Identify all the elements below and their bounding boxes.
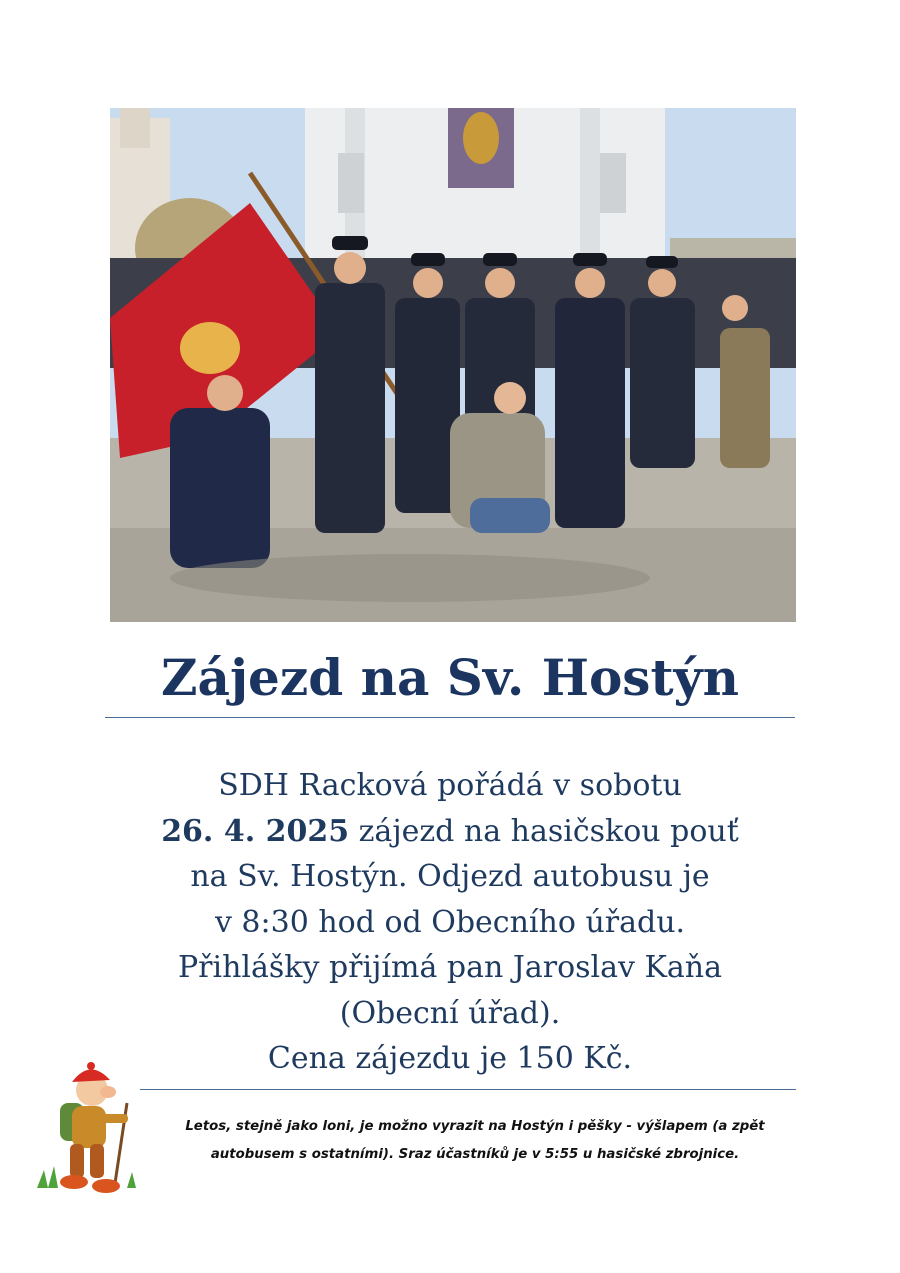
page-title: Zájezd na Sv. Hostýn bbox=[161, 648, 739, 707]
photo-firefighters-icon bbox=[110, 108, 796, 622]
note-divider bbox=[140, 1089, 796, 1090]
hiker-mascot-icon bbox=[32, 1058, 142, 1198]
price-line: Cena zájezdu je 150 Kč. bbox=[267, 1041, 633, 1076]
announcement-line: (Obecní úřad). bbox=[339, 995, 561, 1031]
announcement-text bbox=[105, 763, 795, 1082]
announcement-line: v 8:30 hod od Obecního úřadu. bbox=[214, 904, 686, 940]
note-line: autobusem s ostatními). Sraz účastníků je v 5:55 u hasičské zbrojnice. bbox=[210, 1147, 740, 1162]
event-date: 26. 4. 2025 bbox=[161, 813, 350, 849]
announcement-line bbox=[105, 809, 795, 855]
event-photo bbox=[110, 108, 796, 622]
announcement-line: SDH Racková pořádá v sobotu bbox=[218, 768, 682, 803]
walking-note bbox=[130, 1113, 820, 1169]
announcement-line: Přihlášky přijímá pan Jaroslav Kaňa bbox=[177, 950, 722, 985]
title-divider bbox=[105, 717, 795, 718]
announcement-line-rest: zájezd na hasičskou pouť bbox=[349, 813, 739, 849]
note-line: Letos, stejně jako loni, je možno vyrazit na Hostýn i pěšky - výšlapem (a zpět bbox=[185, 1119, 765, 1134]
announcement-line: na Sv. Hostýn. Odjezd autobusu je bbox=[190, 859, 710, 894]
